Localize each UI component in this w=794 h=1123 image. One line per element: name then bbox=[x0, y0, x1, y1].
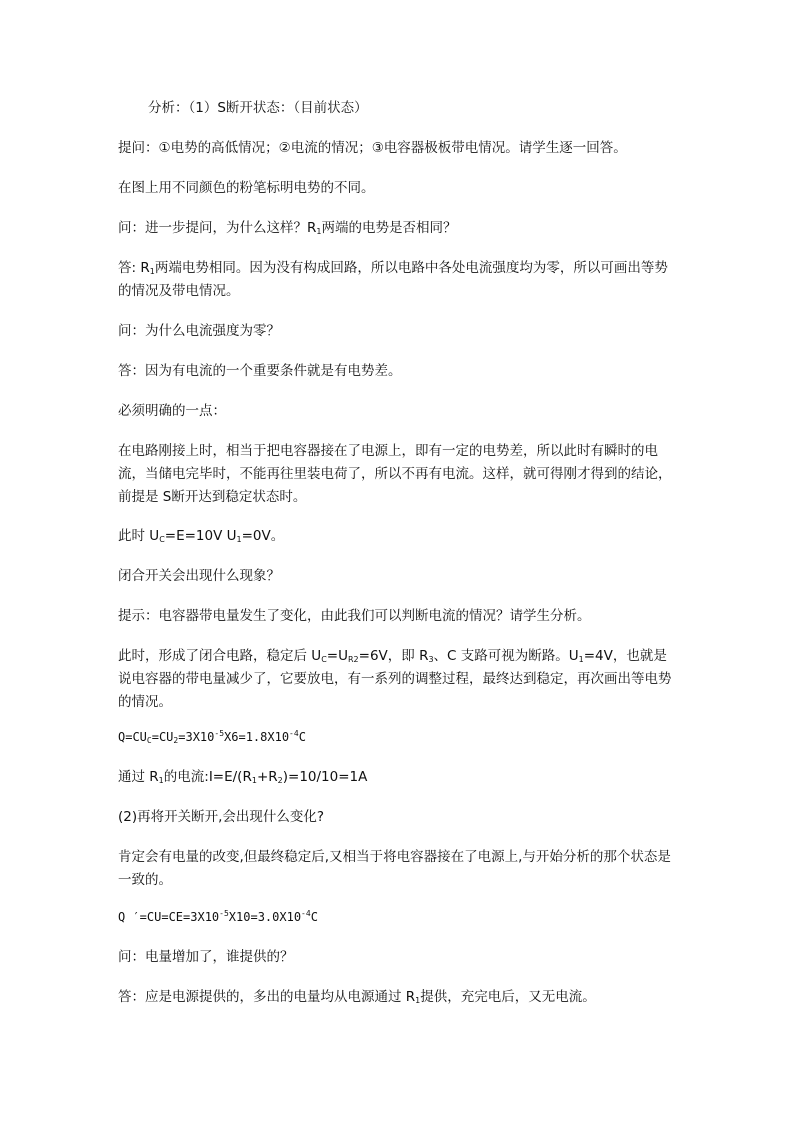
paragraph-question-current-zero: 问：为什么电流强度为零？ bbox=[118, 323, 280, 339]
paragraph-close-switch-question: 闭合开关会出现什么现象？ bbox=[118, 568, 280, 584]
paragraph-closed-circuit: 此时，形成了闭合电路，稳定后 $U_C=U_{R2}=6V$，即 $R_3$、C 支路可视为断路。$U_1=4V$，也就是说电容器的带电量减少了，它要放电，有一系列的调整过程，最终达到稳定，再次画出等电势的情况。 bbox=[118, 648, 672, 710]
paragraph-charge-change: 肯定会有电量的改变,但最终稳定后,又相当于将电容器接在了电源上,与开始分析的那个状态是一致的。 bbox=[118, 849, 671, 888]
paragraph-prompt-questions: 提问：①电势的高低情况；②电流的情况；③电容器极板带电情况。请学生逐一回答。 bbox=[118, 140, 627, 156]
paragraph-charging-explanation: 在电路刚接上时，相当于把电容器接在了电源上，即有一定的电势差，所以此时有瞬时的电流，当储电完毕时，不能再往里装电荷了，所以不再有电流。这样，就可得刚才得到的结论，前提是 S断开达到稳定状态时。 bbox=[118, 443, 672, 505]
formula-charge-q: $Q=CU_C=CU_2=3X10^{-5}X6=1.8X10^{-4}C$ bbox=[118, 729, 306, 745]
paragraph-voltage-state: 此时 $U_C=E=10V$ $U_1=0V$。 bbox=[118, 528, 285, 544]
paragraph-chalk-note: 在图上用不同颜色的粉笔标明电势的不同。 bbox=[118, 180, 375, 196]
paragraph-open-switch-again: (2)再将开关断开,会出现什么变化? bbox=[118, 809, 325, 825]
paragraph-answer-power-source: 答：应是电源提供的，多出的电量均从电源通过 $R_1$提供，充完电后，又无电流。 bbox=[118, 989, 596, 1005]
paragraph-hint: 提示：电容器带电量发生了变化，由此我们可以判断电流的情况？请学生分析。 bbox=[118, 608, 591, 624]
paragraph-question-r1: 问：进一步提问，为什么这样？$R_1$两端的电势是否相同？ bbox=[118, 220, 457, 236]
formula-charge-q-prime: Q $'=CU=CE=3X10^{-5}X10=3.0X10^{-4}C$ bbox=[118, 909, 318, 924]
paragraph-key-point: 必须明确的一点： bbox=[118, 403, 226, 419]
paragraph-question-charge-increase: 问：电量增加了，谁提供的？ bbox=[118, 949, 294, 965]
paragraph-answer-equipotential: 答: $R_1$两端电势相同。因为没有构成回路，所以电路中各处电流强度均为零，所以可画出等势的情况及带电情况。 bbox=[118, 260, 668, 299]
analysis-heading: 分析：（1）S断开状态：（目前状态） bbox=[148, 100, 368, 116]
paragraph-current-r1: 通过 $R_1$的电流$:I=E/(R_1+R_2)=10/10=1A$ bbox=[118, 769, 368, 785]
paragraph-answer-potential-difference: 答：因为有电流的一个重要条件就是有电势差。 bbox=[118, 363, 402, 379]
